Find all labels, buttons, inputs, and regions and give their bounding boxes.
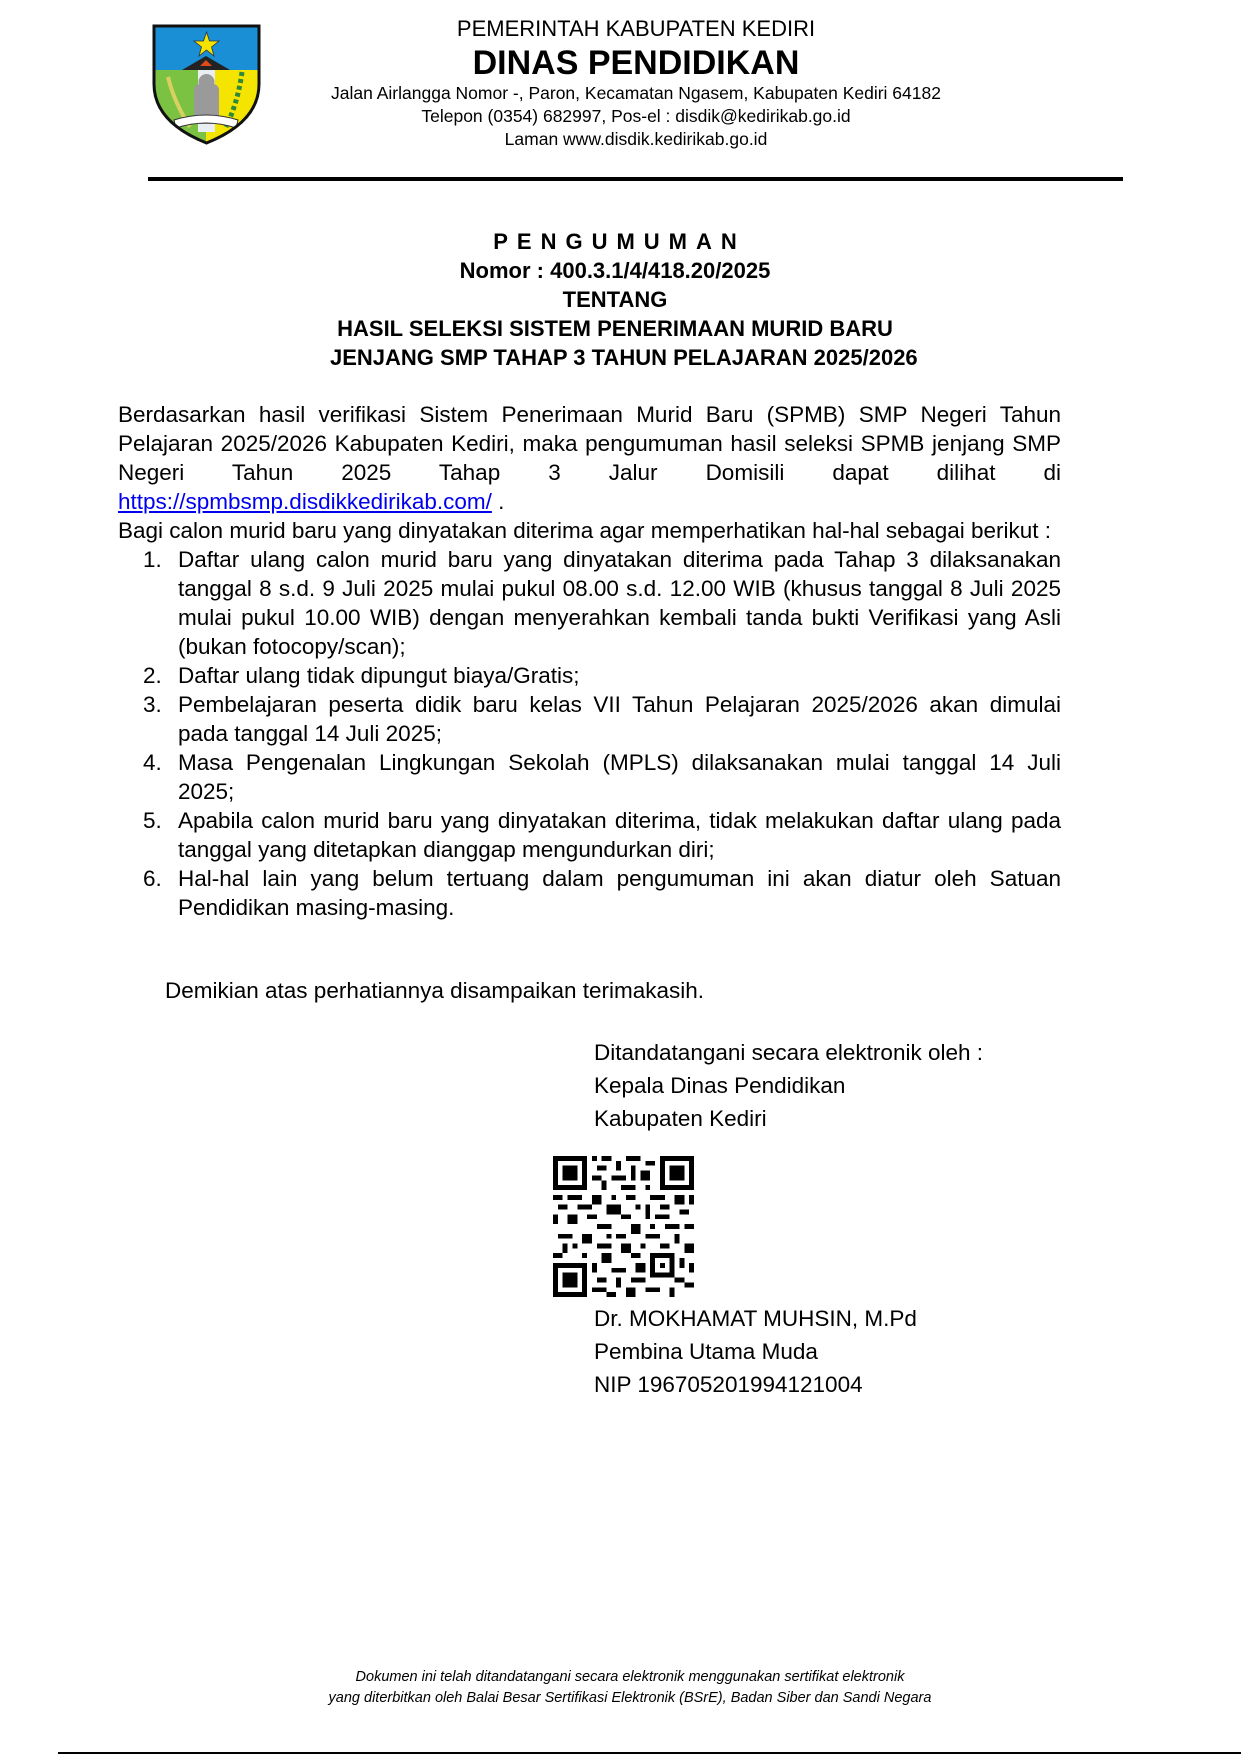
- signer-region: Kabupaten Kediri: [594, 1106, 767, 1131]
- title-subject-line2: JENJANG SMP TAHAP 3 TAHUN PELAJARAN 2025/2026: [330, 345, 918, 370]
- list-item: [118, 545, 1061, 661]
- list-item: [118, 864, 1061, 922]
- document-number: Nomor : 400.3.1/4/418.20/2025: [459, 258, 771, 283]
- link-suffix: .: [491, 489, 505, 514]
- agency-name: DINAS PENDIDIKAN: [472, 44, 800, 82]
- list-number: 3.: [143, 692, 162, 717]
- signer-position: Kepala Dinas Pendidikan: [594, 1073, 846, 1098]
- announcement-body: [118, 400, 1061, 922]
- signer-rank: Pembina Utama Muda: [594, 1339, 818, 1364]
- list-number: 1.: [143, 547, 162, 572]
- list-item: [118, 748, 1061, 806]
- list-item: [118, 661, 1061, 690]
- list-text: Masa Pengenalan Lingkungan Sekolah (MPLS) dilaksanakan mulai tanggal 14 Juli 2025;: [178, 750, 1061, 804]
- list-number: 5.: [143, 808, 162, 833]
- announcement-title: [330, 227, 918, 372]
- signature-block: [594, 1036, 983, 1135]
- list-text: Daftar ulang calon murid baru yang dinyatakan diterima pada Tahap 3 dilaksanakan tanggal 8 s.d. 9 Juli 2025 mulai pukul 08.00 s.d. 12.00 WIB (khusus tanggal 8 Juli 2025 mulai pukul 10.00 WIB) dengan menyerahkan kembali tanda bukti Verifikasi yang Asli (bukan fotocopy/scan);: [178, 547, 1061, 659]
- signer-name: Dr. MOKHAMAT MUHSIN, M.Pd: [594, 1306, 917, 1331]
- footer-line1: Dokumen ini telah ditandatangani secara elektronik menggunakan sertifikat elektronik: [355, 1669, 905, 1685]
- government-name: PEMERINTAH KABUPATEN KEDIRI: [456, 16, 816, 41]
- title-about: TENTANG: [562, 287, 668, 312]
- qr-code-icon: [553, 1156, 694, 1297]
- list-number: 2.: [143, 663, 162, 688]
- intro-paragraph: [118, 400, 1061, 516]
- closing-sentence: Demikian atas perhatiannya disampaikan terimakasih.: [165, 978, 705, 1003]
- list-item: [118, 806, 1061, 864]
- letterhead-divider: [148, 177, 1123, 181]
- list-text: Hal-hal lain yang belum tertuang dalam pengumuman ini akan diatur oleh Satuan Pendidikan masing-masing.: [178, 866, 1061, 920]
- contact-line: Telepon (0354) 682997, Pos-el : disdik@kedirikab.go.id: [421, 106, 851, 126]
- letterhead-contact: [300, 82, 972, 151]
- signed-by-label: Ditandatangani secara elektronik oleh :: [594, 1040, 983, 1065]
- list-text: Apabila calon murid baru yang dinyatakan diterima, tidak melakukan daftar ulang pada tanggal yang ditetapkan dianggap mengundurkan diri;: [178, 808, 1061, 862]
- results-link[interactable]: https://spmbsmp.disdikkedirikab.com/: [118, 489, 492, 514]
- e-signature-notice: [240, 1667, 1020, 1709]
- coat-of-arms-icon: [150, 22, 263, 147]
- list-text: Pembelajaran peserta didik baru kelas VII Tahun Pelajaran 2025/2026 akan dimulai pada tanggal 14 Juli 2025;: [178, 692, 1061, 746]
- footer-line2: yang diterbitkan oleh Balai Besar Sertifikasi Elektronik (BSrE), Badan Siber dan Sandi Negara: [328, 1690, 932, 1706]
- title-subject-line1: HASIL SELEKSI SISTEM PENERIMAAN MURID BARU: [337, 316, 893, 341]
- requirements-list: [118, 545, 1061, 922]
- list-number: 6.: [143, 866, 162, 891]
- intro-text: Berdasarkan hasil verifikasi Sistem Penerimaan Murid Baru (SPMB) SMP Negeri Tahun Pelajaran 2025/2026 Kabupaten Kediri, maka pengumuman hasil seleksi SPMB jenjang SMP Negeri Tahun 2025 Tahap 3 Jalur Domisili dapat dilihat di: [118, 402, 1061, 485]
- list-text: Daftar ulang tidak dipungut biaya/Gratis;: [178, 663, 580, 688]
- website-line: Laman www.disdik.kedirikab.go.id: [504, 129, 768, 149]
- signer-nip: NIP 196705201994121004: [594, 1372, 863, 1397]
- lead-in-paragraph: Bagi calon murid baru yang dinyatakan diterima agar memperhatikan hal-hal sebagai berikut :: [118, 518, 1052, 543]
- list-item: [118, 690, 1061, 748]
- address-line: Jalan Airlangga Nomor -, Paron, Kecamatan Ngasem, Kabupaten Kediri 64182: [331, 83, 941, 103]
- list-number: 4.: [143, 750, 162, 775]
- signer-details: [594, 1302, 917, 1401]
- title-heading: PENGUMUMAN: [493, 229, 746, 254]
